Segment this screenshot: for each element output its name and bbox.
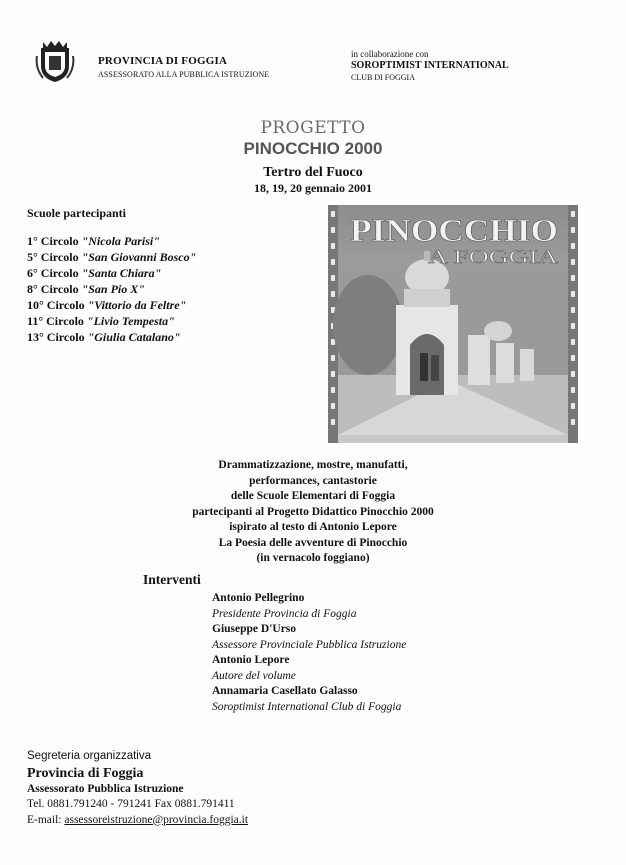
description-line: (in vernacolo foggiano): [256, 552, 370, 564]
speaker-name: Annamaria Casellato Galasso: [212, 685, 358, 697]
description-line: Drammatizzazione, mostre, manufatti,: [218, 459, 408, 471]
description-line: performances, cantastorie: [249, 474, 377, 487]
header-assessorato: ASSESSORATO ALLA PUBBLICA ISTRUZIONE: [98, 70, 270, 79]
header-collaborazione: in collaborazione con: [351, 49, 429, 59]
speaker-role: Soroptimist International Club di Foggia: [212, 700, 402, 713]
title-block: [0, 118, 626, 196]
pinocchio-2000-title: PINOCCHIO 2000: [243, 139, 383, 158]
list-item: 1° Circolo "Nicola Parisi": [27, 234, 160, 248]
footer-assessorato: Assessorato Pubblica Istruzione: [27, 782, 184, 795]
list-item: 5° Circolo "San Giovanni Bosco": [27, 250, 197, 264]
footer-phone: Tel. 0881.791240 - 791241 Fax 0881.791411: [27, 798, 235, 810]
speaker-role: Autore del volume: [212, 669, 296, 682]
description-line: partecipanti al Progetto Didattico Pinocchio 2000: [192, 505, 434, 518]
header-provincia: PROVINCIA DI FOGGIA: [98, 55, 228, 67]
venue: Tertro del Fuoco: [263, 165, 363, 180]
event-dates: 18, 19, 20 gennaio 2001: [253, 181, 372, 195]
email-label: E-mail:: [27, 813, 65, 826]
list-item: 11° Circolo "Livio Tempesta": [27, 314, 175, 328]
provincia-crest-logo: [35, 38, 75, 84]
list-item: 8° Circolo "San Pio X": [27, 282, 145, 296]
speaker-role: Presidente Provincia di Foggia: [212, 607, 357, 620]
footer-provincia: Provincia di Foggia: [27, 765, 144, 781]
description-line: ispirato al testo di Antonio Lepore: [229, 521, 397, 533]
email-link[interactable]: assessoreistruzione@provincia.foggia.it: [64, 813, 249, 826]
header-right: [351, 48, 509, 84]
list-item: 13° Circolo "Giulia Catalano": [27, 330, 181, 344]
poster-subtitle: A FOGGIA: [428, 247, 559, 268]
speakers-list: [212, 591, 406, 715]
header-left: [98, 55, 269, 81]
speaker-name: Giuseppe D'Urso: [212, 623, 297, 635]
speaker-name: Antonio Pellegrino: [212, 592, 305, 604]
description-line: delle Scuole Elementari di Foggia: [230, 490, 396, 502]
segreteria-label: Segreteria organizzativa: [27, 750, 152, 762]
header-club: CLUB DI FOGGIA: [351, 73, 415, 82]
header-soroptimist: SOROPTIMIST INTERNATIONAL: [351, 60, 509, 71]
event-description: [0, 458, 626, 567]
scuole-heading: Scuole partecipanti: [27, 206, 126, 220]
footer-contacts: [27, 749, 248, 828]
pinocchio-a-foggia-poster: [328, 205, 578, 443]
list-item: 10° Circolo "Vittorio da Feltre": [27, 298, 187, 312]
progetto-title: PROGETTO: [260, 118, 366, 138]
speaker-name: Antonio Lepore: [212, 654, 290, 666]
interventi-heading: Interventi: [143, 572, 201, 587]
scuole-list: [27, 205, 196, 345]
speaker-role: Assessore Provinciale Pubblica Istruzione: [212, 638, 407, 651]
list-item: 6° Circolo "Santa Chiara": [27, 266, 162, 280]
footer-email-row: [27, 813, 248, 829]
description-line: La Poesia delle avventure di Pinocchio: [218, 536, 408, 549]
poster-title: PINOCCHIO: [350, 212, 558, 248]
